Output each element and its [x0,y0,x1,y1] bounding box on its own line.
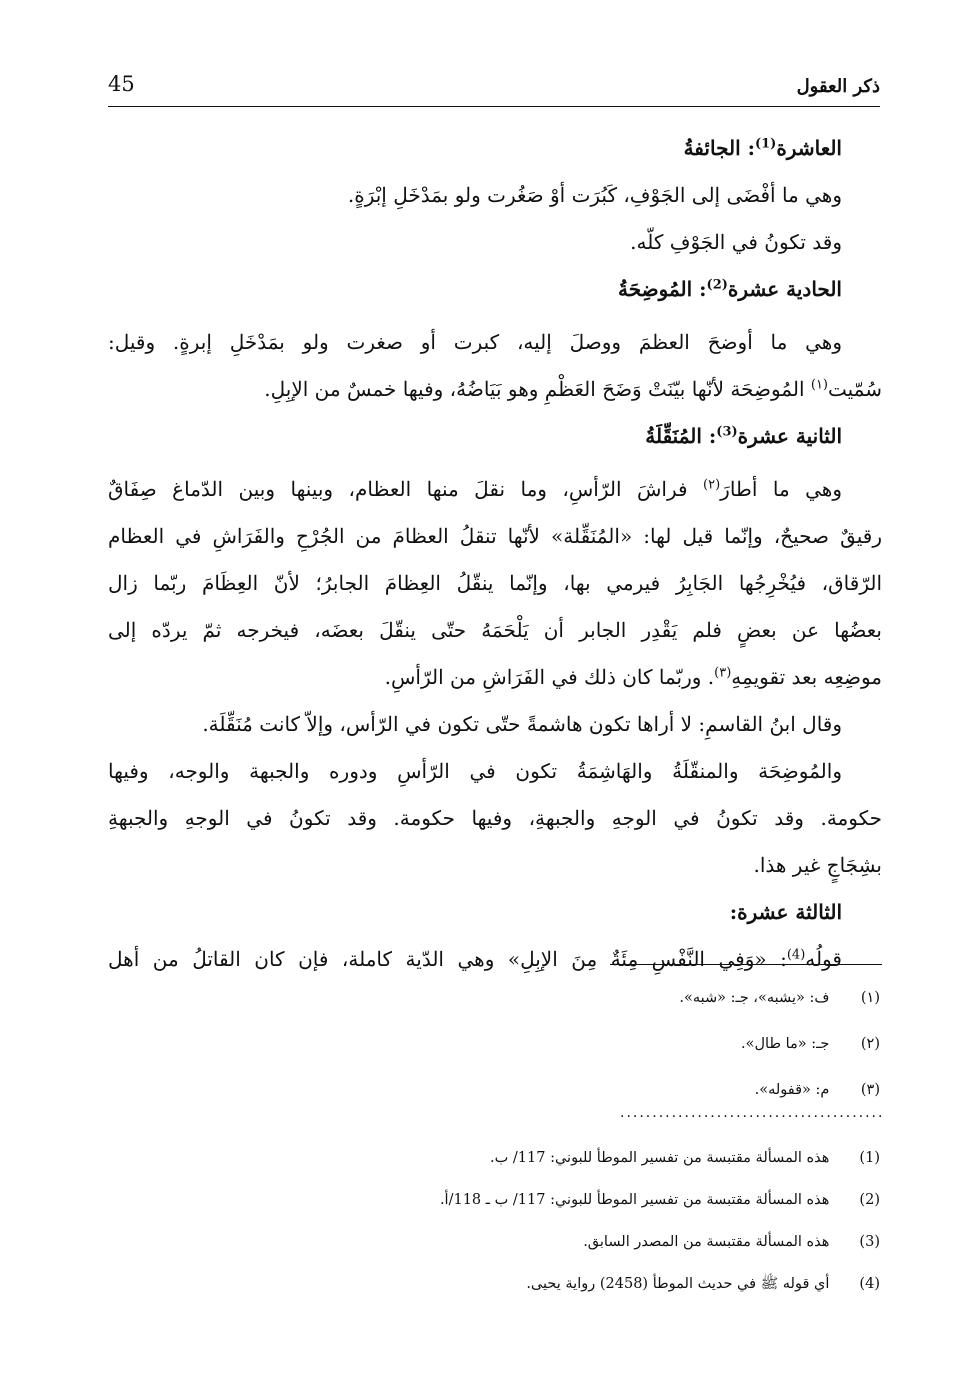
text-segment: . وربّما كان ذلك في الفَرَاشِ من الرّأسِ. [384,665,715,689]
footnote-ref: (٣) [714,665,732,681]
text-line [108,369,882,416]
footnote-ref: (4) [786,947,806,963]
source-footnotes [180,1140,880,1308]
text-segment: المُوضِحَة لأنّها بيّنَتْ وَضَحَ العَظْمِ وهو بَيَاضُهُ، وفيها خمسٌ من الإبِلِ. [264,377,811,401]
text-line: بشِجَاجٍ غير هذا. [753,853,882,877]
text-line [108,657,882,704]
text-line [108,939,882,986]
section-heading-12 [108,416,882,463]
text-line: رقيقٌ صحيحٌ، وإنّما قيل لها: «المُنَقِّلة» لأنّها تنقلُ العظامَ من الجُرْحِ والفَرَاشِ في العظام [108,524,882,548]
text-line: وقد تكونُ في الجَوْفِ كلّه. [630,230,842,254]
section-heading-13: الثالثة عشرة: [729,900,842,924]
text-segment: : «وَفِي النَّفْسِ مِئَةٌ مِنَ الإبِلِ» وهي الدّية كاملة، فإن كان القاتلُ من أهل [108,947,787,971]
heading-term: : المُنَقِّلَةُ [645,424,717,448]
footnote [180,1182,880,1224]
footnote-ref: (3) [716,424,738,440]
text-segment: قولُه [805,947,842,971]
footnote [180,1026,880,1072]
running-head: ذكر العقول [796,76,880,97]
footnote-number: (١) [860,990,880,1006]
text-segment: موضِعِه بعد تقويمِهِ [731,665,882,689]
section-heading-10 [108,128,882,175]
footnote-text: هذه المسألة مقتبسة من تفسير الموطأ للبوني: 117/ ب. [490,1150,830,1166]
variant-footnotes [180,980,880,1118]
footnote-ref: (2) [706,277,728,293]
footnote-text: جـ: «ما طال». [741,1036,830,1052]
heading-term: : المُوضِحَةُ [618,277,707,301]
footnote-number: (4) [859,1276,880,1292]
footnote [180,1224,880,1266]
text-segment: فراشَ الرّأسِ، وما نقلَ منها العظام، وبينها وبين الدّماغ صِفَاقٌ [108,477,704,501]
footnote [180,1266,880,1308]
page-header [108,72,880,108]
footnote-text: م: «قفوله». [754,1082,830,1098]
text-line: الرّقاق، فيُخْرِجُها الجَابِرُ فيرمي بها، وإنّما ينقّلُ العِظامَ الجابرُ؛ لأنّ العِظَامَ ربّما زال [108,571,882,595]
footnote-text: هذه المسألة مقتبسة من تفسير الموطأ للبوني: 117/ ب ـ 118/أ. [439,1192,830,1208]
footnote-ref: (1) [754,136,777,152]
text-segment: سُمّيت [828,377,882,401]
text-line: والمُوضِحَة والمنقّلَةُ والهَاشِمَةُ تكون في الرّأسِ ودوره والجبهة والوجه، وفيها [108,759,842,783]
footnote [180,980,880,1026]
text-line: وهي ما أوضحَ العظمَ ووصلَ إليه، كبرت أو صغرت ولو بمَدْخَلِ إبرةٍ. وقيل: [108,330,842,354]
dotted-separator [620,1106,882,1120]
text-line: حكومة. وقد تكونُ في الوجهِ والجبهةِ، وفيها حكومة. وقد تكونُ في الوجهِ والجبهةِ [108,806,882,830]
section-heading-11 [108,269,882,316]
main-text [108,128,882,986]
footnote-text: ف: «يشبه»، جـ: «شبه». [679,990,830,1006]
footnote [180,1140,880,1182]
footnote-rule [610,964,882,965]
heading-term: : الجائفةُ [683,136,755,160]
footnote-number: (٢) [860,1036,880,1052]
footnote-text: أي قوله ﷺ في حديث الموطأ (2458) رواية يحيى. [526,1276,830,1292]
heading-title: الثانية عشرة [737,424,842,448]
text-line: وقال ابنُ القاسمِ: لا أراها تكون هاشمةً حتّى تكون في الرّأس، وإلاّ كانت مُنَقِّلَة. [202,712,842,736]
header-rule [108,106,880,107]
heading-title: العاشرة [776,136,842,160]
text-line: وهي ما أفْضَى إلى الجَوْفِ، كَبُرَت أوْ صَغُرت ولو بمَدْخَلِ إبْرَةٍ. [347,183,842,207]
footnote-number: (3) [859,1234,880,1250]
page-number: 45 [108,72,135,96]
footnote-ref: (٢) [703,477,721,493]
heading-title: الحادية عشرة [727,277,842,301]
text-line [108,469,882,516]
footnote-number: (٣) [860,1082,880,1098]
text-segment: وهي ما أطارَ [720,477,843,501]
text-line: بعضُها عن بعضٍ فلم يَقْدِر الجابر أن يَلْحَمَهُ حتّى ينقّلَ بعضَه، فيخرجه ثمّ يردّه إلى [108,618,882,642]
footnote-number: (1) [859,1150,880,1166]
footnote-ref: (١) [810,377,828,393]
footnote-number: (2) [859,1192,880,1208]
footnote-text: هذه المسألة مقتبسة من المصدر السابق. [583,1234,830,1250]
